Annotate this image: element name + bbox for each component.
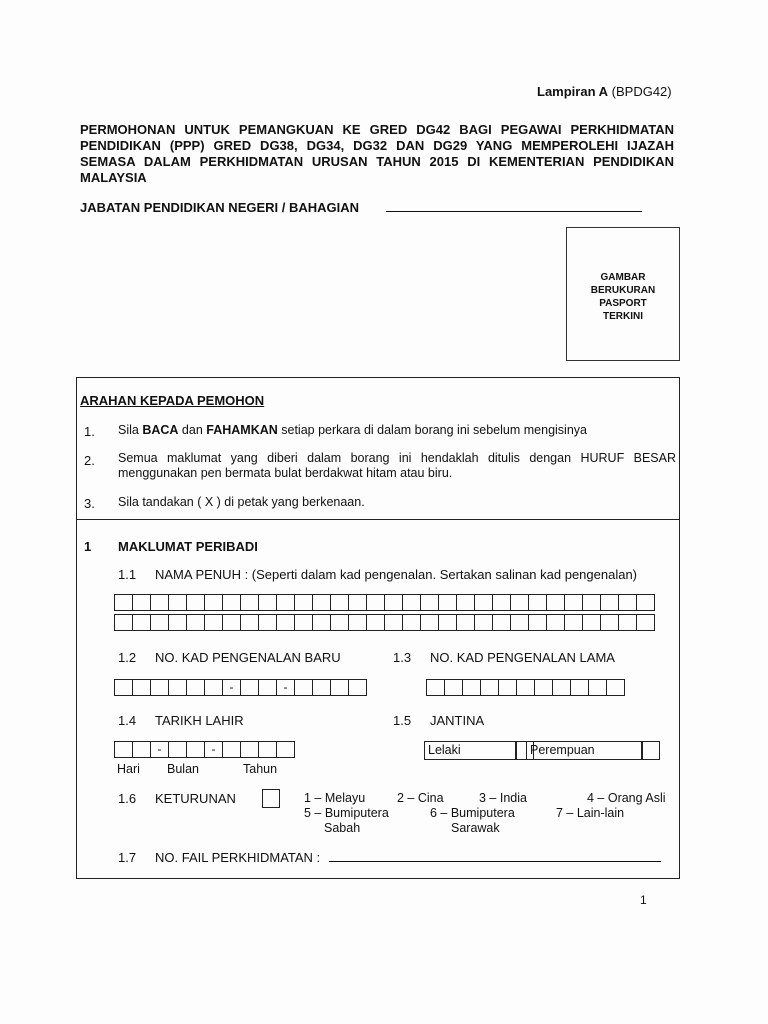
arahan-title: ARAHAN KEPADA PEMOHON [80,393,265,408]
field-1-3-label: NO. KAD PENGENALAN LAMA [430,650,615,665]
fail-perkhidmatan-line[interactable] [329,861,661,862]
date-dash: - [151,741,169,758]
field-1-1-label: NAMA PENUH : (Seperti dalam kad pengenalan. Sertakan salinan kad pengenalan) [155,567,638,582]
field-1-2-num: 1.2 [118,650,137,665]
keturunan-opt-4: 4 – Orang Asli [587,791,666,805]
ic-baru-input[interactable] [114,679,367,696]
photo-box-label: GAMBAR BERUKURAN PASPORT TERKINI [590,272,656,322]
arahan-item-3: Sila tandakan ( X ) di petak yang berkenaan. [118,495,365,509]
gender-female-label: Perempuan [526,741,642,760]
keturunan-opt-5-sub: Sabah [324,821,361,835]
gender-male-label: Lelaki [424,741,516,760]
field-1-2-label: NO. KAD PENGENALAN BARU [155,650,341,665]
keturunan-opt-6-sub: Sarawak [451,821,500,835]
field-1-4-label: TARIKH LAHIR [155,713,244,728]
date-day-label: Hari [117,762,140,776]
section-divider [76,519,680,520]
name-row-2[interactable] [114,614,655,631]
field-1-4-num: 1.4 [118,713,137,728]
lampiran-label: Lampiran A (BPDG42) [537,84,672,99]
field-1-3-num: 1.3 [393,650,412,665]
keturunan-opt-1: 1 – Melayu [304,791,366,805]
form-title: PERMOHONAN UNTUK PEMANGKUAN KE GRED DG42 BAGI PEGAWAI PERKHIDMATAN PENDIDIKAN (PPP) GRED DG38, DG34, DG32 DAN DG29 YANG MEMPEROLEHI IJAZAH SEMASA DALAM PERKHIDMATAN URUSAN TAHUN 2015 DI KEMENTERIAN PENDIDIKAN MALAYSIA [80,122,674,185]
ic-dash: - [223,679,241,696]
arahan-item-2: Semua maklumat yang diberi dalam borang ini hendaklah ditulis dengan HURUF BESAR menggunakan pen bermata bulat berdakwat hitam atau biru. [118,451,676,480]
field-1-7-label: NO. FAIL PERKHIDMATAN : [155,850,321,865]
keturunan-opt-5: 5 – Bumiputera [304,806,389,820]
arahan-num-3: 3. [84,496,95,511]
date-dash: - [205,741,223,758]
page-number: 1 [640,893,647,907]
section-1-num: 1 [84,539,92,554]
tarikh-lahir-input[interactable] [114,741,295,758]
arahan-item-1: Sila BACA dan FAHAMKAN setiap perkara di dalam borang ini sebelum mengisinya [118,423,587,437]
name-row-1[interactable] [114,594,655,611]
field-1-6-label: KETURUNAN [155,791,236,806]
field-1-6-num: 1.6 [118,791,137,806]
date-year-label: Tahun [243,762,278,776]
gender-female-checkbox[interactable] [642,741,660,760]
keturunan-opt-6: 6 – Bumiputera [430,806,515,820]
section-1-title: MAKLUMAT PERIBADI [118,539,258,554]
keturunan-opt-7: 7 – Lain-lain [556,806,625,820]
keturunan-checkbox[interactable] [262,789,280,808]
ic-lama-input[interactable] [426,679,625,696]
arahan-num-1: 1. [84,424,95,439]
field-1-7-num: 1.7 [118,850,137,865]
ic-dash: - [277,679,295,696]
jabatan-input-line[interactable] [386,211,642,212]
date-month-label: Bulan [167,762,199,776]
field-1-1-num: 1.1 [118,567,137,582]
field-1-5-label: JANTINA [430,713,485,728]
jabatan-label: JABATAN PENDIDIKAN NEGERI / BAHAGIAN [80,200,360,215]
field-1-5-num: 1.5 [393,713,412,728]
keturunan-opt-2: 2 – Cina [397,791,444,805]
keturunan-opt-3: 3 – India [479,791,527,805]
arahan-num-2: 2. [84,453,95,468]
